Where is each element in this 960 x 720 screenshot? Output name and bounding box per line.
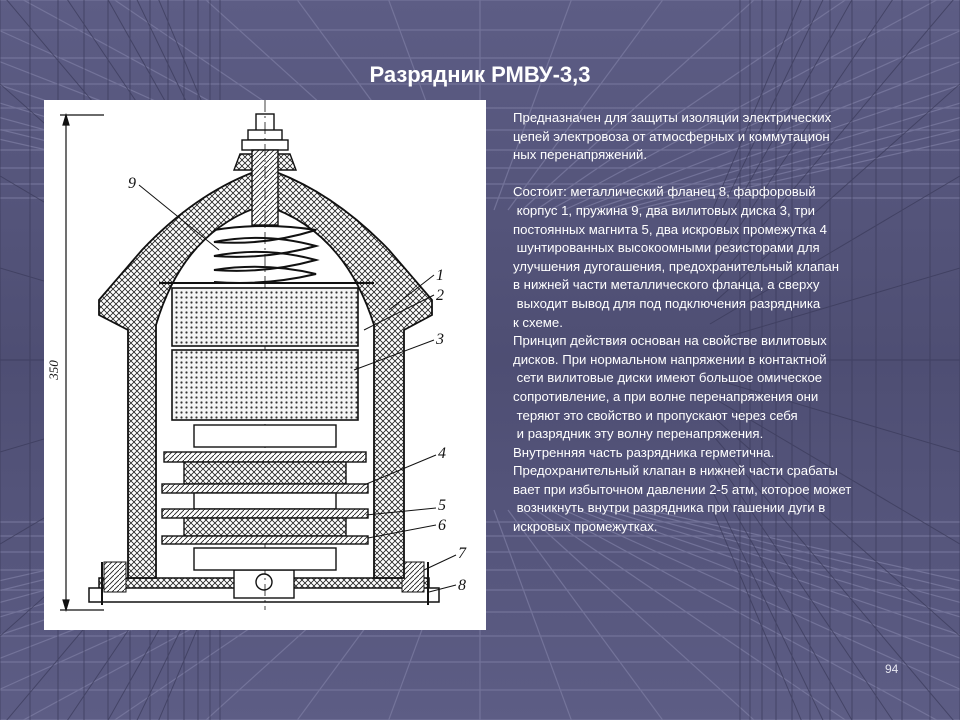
description-line: Состоит: металлический фланец 8, фарфоровый [513,184,816,200]
description-line: вает при избыточном давлении 2-5 атм, которое может [513,481,852,497]
description-line: цепей электровоза от атмосферных и коммутацион [513,128,830,144]
description-line: Принцип действия основан на свойстве вилитовых [513,333,827,349]
dimension-label: 350 [46,360,61,380]
description-line: Внутренняя часть разрядника герметична. [513,444,775,460]
description-line: и разрядник эту волну перенапряжения. [513,426,764,442]
description-line: дисков. При нормальном напряжении в контактной [513,351,827,367]
description-line: возникнуть внутри разрядника при гашении дуги в [513,500,826,516]
vilite-discs [159,283,374,420]
slide-title: Разрядник РМВУ-3,3 [369,62,591,87]
description-line: теряют это свойство и пропускают через себя [513,407,798,423]
callout-4: 4 [438,445,446,462]
callout-8: 8 [458,577,466,594]
description-line: в нижней части металлического фланца, а сверху [513,277,820,293]
callout-9: 9 [128,175,136,192]
description-line: шунтированных высокоомными резисторами для [513,240,820,256]
description-line: сопротивление, а при волне перенапряжения они [513,388,819,404]
arrester-drawing [44,100,486,630]
callout-2: 2 [436,287,444,304]
description-line: к схеме. [513,314,563,330]
callout-1: 1 [436,267,444,284]
description-line: Предохранительный клапан в нижней части срабаты [513,463,838,479]
description-line: улучшения дугогашения, предохранительный клапан [513,258,840,274]
description-text [513,109,943,537]
callout-7: 7 [458,545,466,562]
callout-5: 5 [438,497,446,514]
arrester-cross-section [44,100,486,630]
description-line: корпус 1, пружина 9, два вилитовых диска 3, три [513,202,816,218]
description-line: сети вилитовые диски имеют большое омическое [513,370,823,386]
description-line: Предназначен для защиты изоляции электрических [513,110,832,125]
callout-3: 3 [436,331,444,348]
description-line: искровых промежутках. [513,519,658,535]
description-line: выходит вывод для под подключения разрядника [513,295,821,311]
description-line [513,165,943,184]
description-line: ных перенапряжений. [513,147,648,163]
page-number: 94 [885,662,899,676]
callout-6: 6 [438,517,446,534]
description-line: постоянных магнита 5, два искровых промежутка 4 [513,221,827,237]
